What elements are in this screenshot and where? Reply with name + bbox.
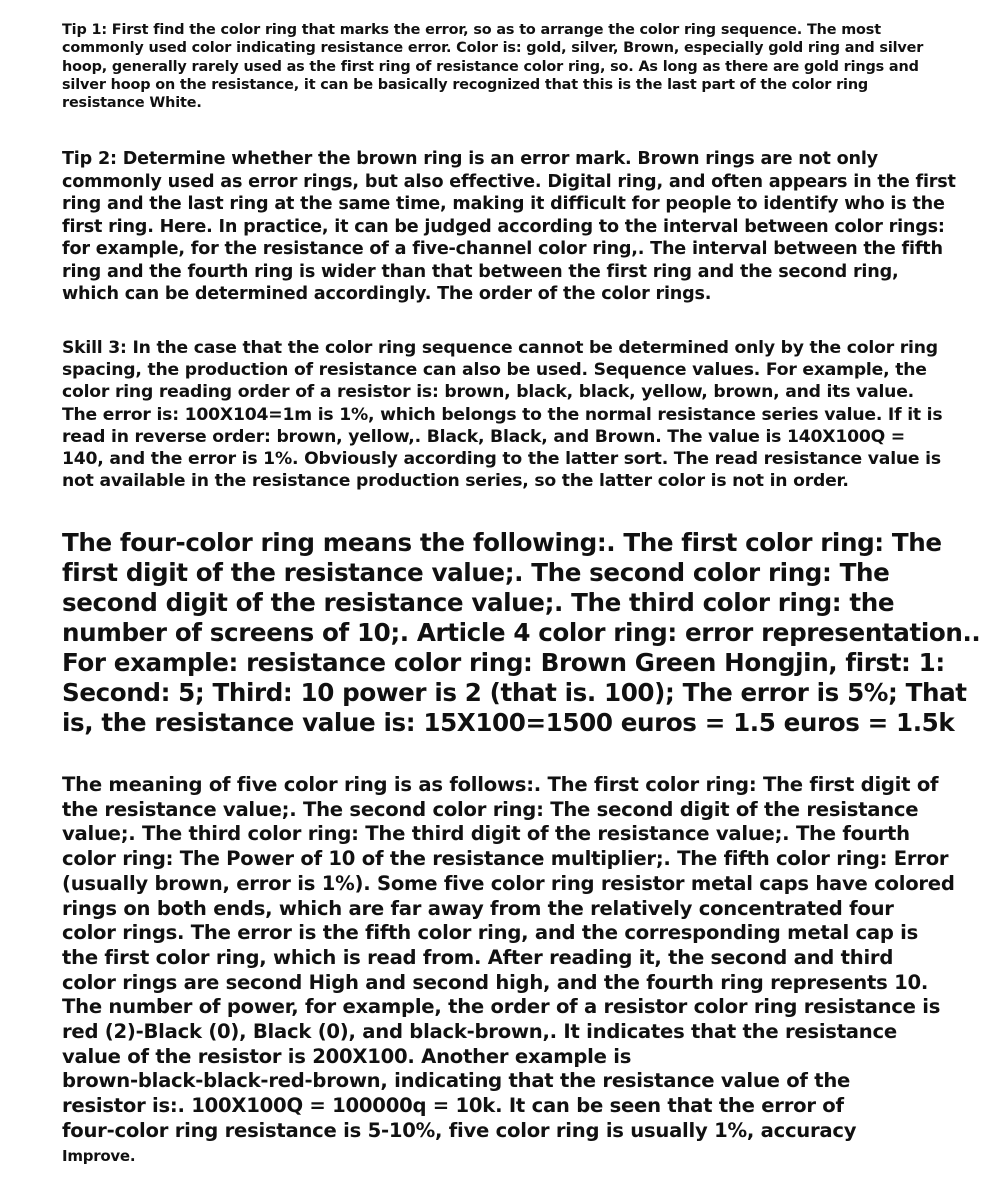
text-line: color ring reading order of a resistor is: brown, black, black, yellow, brown, and its value. bbox=[62, 382, 914, 403]
text-line: value;. The third color ring: The third digit of the resistance value;. The fourth bbox=[62, 822, 910, 846]
text-line: value of the resistor is 200X100. Another example is bbox=[62, 1044, 632, 1068]
text-line: Tip 2: Determine whether the brown ring is an error mark. Brown rings are not only bbox=[62, 149, 878, 169]
five-color-ring-paragraph bbox=[62, 773, 955, 1168]
text-line: hoop, generally rarely used as the first ring of resistance color ring, so. As long as there are gold rings and bbox=[62, 58, 919, 75]
text-line: rings on both ends, which are far away from the relatively concentrated four bbox=[62, 896, 894, 920]
text-line: 140, and the error is 1%. Obviously according to the latter sort. The read resistance value is bbox=[62, 449, 941, 470]
text-line: Skill 3: In the case that the color ring sequence cannot be determined only by the color ring bbox=[62, 338, 938, 358]
text-line: commonly used color indicating resistance error. Color is: gold, silver, Brown, especially gold ring and silver bbox=[62, 40, 924, 57]
text-line: ring and the fourth ring is wider than that between the first ring and the second ring, bbox=[62, 261, 899, 282]
text-line: commonly used as error rings, but also effective. Digital ring, and often appears in the first bbox=[62, 171, 956, 192]
text-line: for example, for the resistance of a five-channel color ring,. The interval between the fifth bbox=[62, 239, 943, 259]
text-line: ring and the last ring at the same time, making it difficult for people to identify who is the bbox=[62, 194, 945, 214]
text-line: four-color ring resistance is 5-10%, five color ring is usually 1%, accuracy bbox=[62, 1118, 857, 1142]
text-line: spacing, the production of resistance can also be used. Sequence values. For example, the bbox=[62, 360, 927, 381]
text-line: Tip 1: First find the color ring that marks the error, so as to arrange the color ring sequence. The most bbox=[62, 22, 881, 38]
text-line: resistance White. bbox=[62, 95, 202, 112]
text-line: brown-black-black-red-brown, indicating that the resistance value of the bbox=[62, 1069, 851, 1093]
text-line: resistor is:. 100X100Q = 100000q = 10k. It can be seen that the error of bbox=[62, 1094, 844, 1118]
text-line: not available in the resistance production series, so the latter color is not in order. bbox=[62, 471, 849, 492]
tip-2-paragraph bbox=[62, 148, 956, 306]
tip-1-paragraph bbox=[62, 21, 923, 112]
skill-3-paragraph bbox=[62, 337, 942, 492]
text-line: The error is: 100X104=1m is 1%, which belongs to the normal resistance series value. If it is bbox=[62, 404, 943, 425]
text-line: The number of power, for example, the order of a resistor color ring resistance is bbox=[62, 995, 941, 1019]
text-line: color ring: The Power of 10 of the resistance multiplier;. The fifth color ring: Error bbox=[62, 847, 949, 871]
text-line: color rings are second High and second high, and the fourth ring represents 10. bbox=[62, 970, 929, 994]
text-line: color rings. The error is the fifth color ring, and the corresponding metal cap is bbox=[62, 921, 919, 945]
text-line: red (2)-Black (0), Black (0), and black-brown,. It indicates that the resistance bbox=[62, 1020, 897, 1044]
text-line: second digit of the resistance value;. The third color ring: the bbox=[62, 588, 895, 617]
text-line: the first color ring, which is read from. After reading it, the second and third bbox=[62, 945, 894, 969]
text-line: Second: 5; Third: 10 power is 2 (that is. 100); The error is 5%; That bbox=[62, 678, 967, 707]
four-color-ring-paragraph bbox=[62, 528, 980, 738]
text-line: is, the resistance value is: 15X100=1500 euros = 1.5 euros = 1.5k bbox=[62, 708, 955, 737]
text-line: number of screens of 10;. Article 4 color ring: error representation.. bbox=[62, 618, 981, 647]
text-line: The meaning of five color ring is as follows:. The first color ring: The first digit of bbox=[62, 773, 939, 796]
text-line: the resistance value;. The second color ring: The second digit of the resistance bbox=[62, 797, 919, 821]
text-line: The four-color ring means the following:. The first color ring: The bbox=[62, 528, 942, 557]
text-line: Improve. bbox=[62, 1146, 136, 1165]
text-line: read in reverse order: brown, yellow,. Black, Black, and Brown. The value is 140X100Q = bbox=[62, 426, 905, 447]
text-line: first ring. Here. In practice, it can be judged according to the interval between color rings: bbox=[62, 216, 945, 237]
text-line: which can be determined accordingly. The order of the color rings. bbox=[62, 284, 712, 304]
text-line: first digit of the resistance value;. The second color ring: The bbox=[62, 558, 890, 587]
text-line: For example: resistance color ring: Brown Green Hongjin, first: 1: bbox=[62, 648, 945, 677]
text-line: silver hoop on the resistance, it can be basically recognized that this is the last part of the color ring bbox=[62, 76, 869, 93]
text-line: (usually brown, error is 1%). Some five color ring resistor metal caps have colored bbox=[62, 871, 955, 895]
